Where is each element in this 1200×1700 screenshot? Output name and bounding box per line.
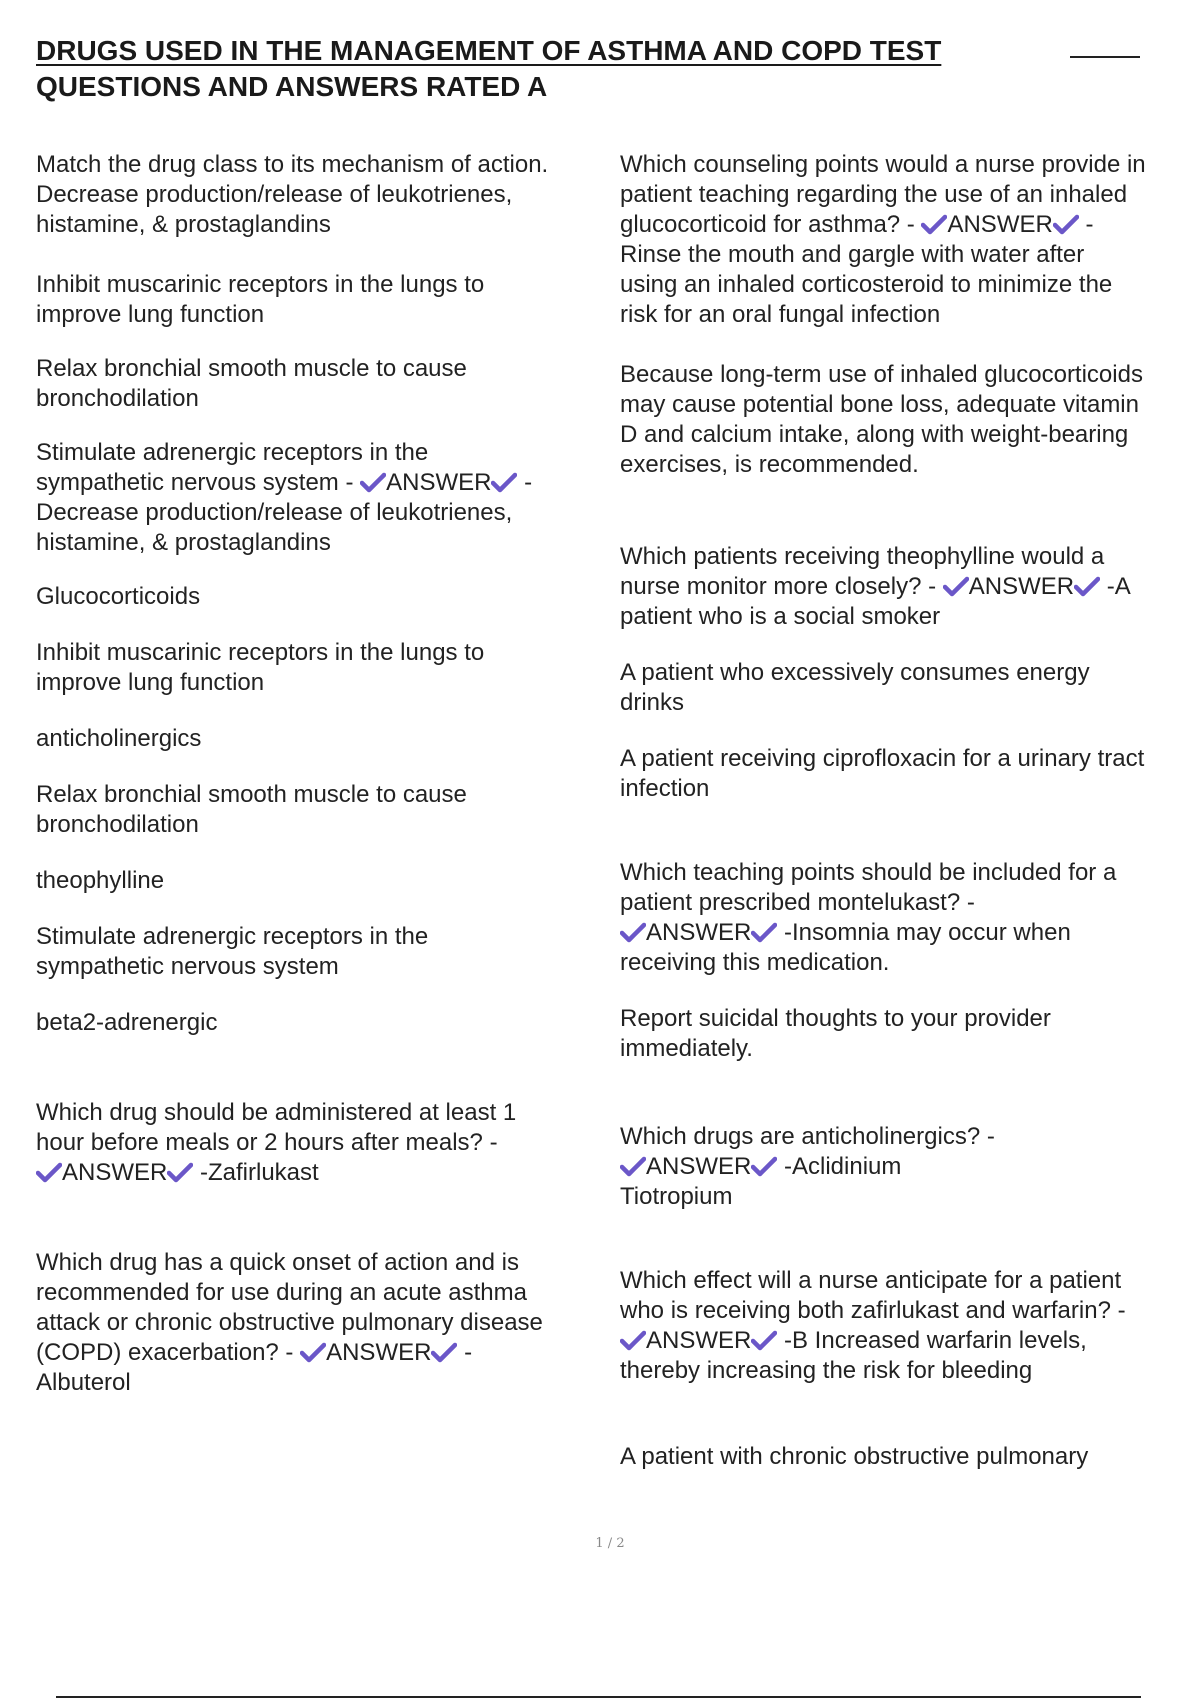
q1-beta2: beta2-adrenergic bbox=[36, 1009, 218, 1036]
q3-answer: - Albuterol bbox=[36, 1339, 473, 1396]
page-title bbox=[36, 33, 1136, 105]
answer-label: ANSWER bbox=[386, 469, 492, 496]
check-icon bbox=[620, 1329, 646, 1351]
q7-answer: -Aclidinium Tiotropium bbox=[620, 1153, 902, 1210]
left-column bbox=[36, 150, 606, 1398]
q1-theophylline: theophylline bbox=[36, 867, 165, 894]
q6-question bbox=[620, 858, 1195, 978]
q3-text: Which drug has a quick onset of action and is recommended for use during an acute asthma attack or chronic obstructive pulmonary disease (COPD) exacerbation? - bbox=[36, 1249, 543, 1366]
answer-label: ANSWER bbox=[947, 211, 1053, 238]
q6-suicidal-thoughts: Report suicidal thoughts to your provider immediately. bbox=[620, 1005, 1051, 1062]
check-icon bbox=[1074, 575, 1100, 597]
q1-anticholinergics: anticholinergics bbox=[36, 725, 202, 752]
q1-stimulate: Stimulate adrenergic receptors in the sympathetic nervous system bbox=[36, 923, 429, 980]
q6-text: Which teaching points should be included for a patient prescribed montelukast? - bbox=[620, 859, 1117, 916]
q7-question bbox=[620, 1122, 1195, 1212]
check-icon bbox=[751, 1329, 777, 1351]
q9-question: A patient with chronic obstructive pulmonary bbox=[620, 1443, 1089, 1470]
q1-inhibit: Inhibit muscarinic receptors in the lungs to improve lung function bbox=[36, 639, 485, 696]
check-icon bbox=[943, 575, 969, 597]
title-rule bbox=[1070, 56, 1140, 58]
bottom-rule bbox=[56, 1696, 1141, 1698]
answer-label: ANSWER bbox=[646, 919, 752, 946]
q1-option-muscarinic: Inhibit muscarinic receptors in the lungs to improve lung function bbox=[36, 271, 485, 328]
q2-answer: -Zafirlukast bbox=[193, 1159, 319, 1186]
q1-relax: Relax bronchial smooth muscle to cause bronchodilation bbox=[36, 781, 467, 838]
answer-label: ANSWER bbox=[646, 1153, 752, 1180]
q8-question bbox=[620, 1266, 1195, 1386]
page-indicator: 1 / 2 bbox=[595, 1536, 625, 1551]
check-icon bbox=[620, 921, 646, 943]
q6-answer: -Insomnia may occur when receiving this medication. bbox=[620, 919, 1071, 976]
q5-energy-drinks: A patient who excessively consumes energy drinks bbox=[620, 659, 1090, 716]
q7-text: Which drugs are anticholinergics? - bbox=[620, 1123, 995, 1150]
page-title-line-1: DRUGS USED IN THE MANAGEMENT OF ASTHMA AND COPD TEST bbox=[36, 35, 942, 66]
q8-text: Which effect will a nurse anticipate for a patient who is receiving both zafirlukast and warfarin? - bbox=[620, 1267, 1126, 1324]
q1-option-stimulate bbox=[36, 438, 606, 498]
q4-answer: - Rinse the mouth and gargle with water after using an inhaled corticosteroid to minimize the risk for an oral fungal infection bbox=[620, 211, 1113, 328]
q5-answer: -A patient who is a social smoker bbox=[620, 573, 1131, 630]
check-icon bbox=[360, 471, 386, 493]
check-icon bbox=[491, 471, 517, 493]
q5-ciprofloxacin: A patient receiving ciprofloxacin for a urinary tract infection bbox=[620, 745, 1145, 802]
q8-answer: -B Increased warfarin levels, thereby increasing the risk for bleeding bbox=[620, 1327, 1087, 1384]
answer-label: ANSWER bbox=[62, 1159, 168, 1186]
answer-label: ANSWER bbox=[968, 573, 1075, 600]
right-column bbox=[620, 150, 1195, 1472]
q4-question bbox=[620, 150, 1195, 330]
q3-question bbox=[36, 1248, 606, 1398]
check-icon bbox=[921, 213, 947, 235]
q2-text: Which drug should be administered at least 1 hour before meals or 2 hours after meals? - bbox=[36, 1099, 517, 1156]
q1-glucocorticoids: Glucocorticoids bbox=[36, 583, 201, 610]
check-icon bbox=[300, 1341, 326, 1363]
q1-answer-text: Decrease production/release of leukotrienes, histamine, & prostaglandins bbox=[36, 499, 513, 556]
answer-label: ANSWER bbox=[326, 1339, 432, 1366]
check-icon bbox=[751, 1155, 777, 1177]
q5-text: Which patients receiving theophylline would a nurse monitor more closely? - bbox=[620, 543, 1105, 600]
check-icon bbox=[620, 1155, 646, 1177]
check-icon bbox=[751, 921, 777, 943]
answer-label: ANSWER bbox=[646, 1327, 752, 1354]
check-icon bbox=[431, 1341, 457, 1363]
q1-stimulate-text: Stimulate adrenergic receptors in the sympathetic nervous system - bbox=[36, 439, 429, 496]
q4-bone-loss-note: Because long-term use of inhaled glucocorticoids may cause potential bone loss, adequate vitamin D and calcium intake, along with weight-bearing exercises, is recommended. bbox=[620, 361, 1143, 478]
q2-question bbox=[36, 1098, 606, 1188]
answer-suffix: - bbox=[517, 469, 533, 496]
q4-text: Which counseling points would a nurse provide in patient teaching regarding the use of an inhaled glucocorticoid for asthma? - bbox=[620, 151, 1146, 238]
check-icon bbox=[167, 1161, 193, 1183]
page-title-line-2: QUESTIONS AND ANSWERS RATED A bbox=[36, 71, 548, 102]
q1-intro: Match the drug class to its mechanism of action. Decrease production/release of leukotrienes, histamine, & prostaglandins bbox=[36, 151, 549, 238]
q1-option-relax: Relax bronchial smooth muscle to cause bronchodilation bbox=[36, 355, 467, 412]
q5-question bbox=[620, 542, 1195, 632]
check-icon bbox=[36, 1161, 62, 1183]
check-icon bbox=[1053, 213, 1079, 235]
